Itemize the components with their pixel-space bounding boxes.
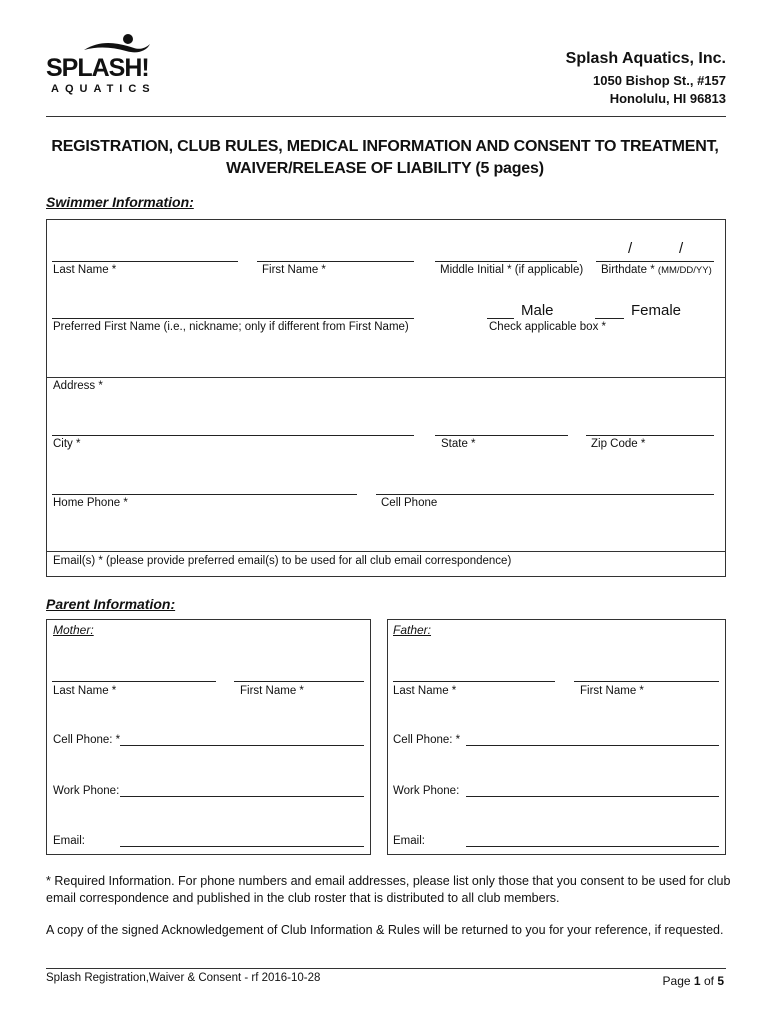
header-divider [46,116,726,117]
last-name-label: Last Name * [53,264,117,276]
emails-field[interactable] [52,520,712,550]
mother-cell-label: Cell Phone: * [53,734,121,746]
city-label: City * [53,438,81,450]
company-address-line2: Honolulu, HI 96813 [609,91,726,106]
mother-heading: Mother: [53,623,94,637]
company-info [566,50,726,108]
email-divider [46,551,726,552]
first-name-label: First Name * [262,264,326,276]
address-label: Address * [53,380,103,392]
birthdate-field[interactable] [596,261,714,262]
zip-field[interactable] [586,435,714,436]
middle-initial-field[interactable] [435,261,577,262]
father-first-name-label: First Name * [580,685,644,697]
page-number [663,974,724,988]
birthdate-label [601,264,712,276]
zip-label: Zip Code * [591,438,646,450]
father-first-name-field[interactable] [574,681,719,682]
title-line2: WAIVER/RELEASE OF LIABILITY (5 pages) [226,160,544,177]
mother-last-name-label: Last Name * [53,685,117,697]
mother-email-label: Email: [53,835,85,847]
father-last-name-field[interactable] [393,681,555,682]
state-label: State * [441,438,476,450]
female-option: Female [631,302,682,319]
parent-section-heading: Parent Information: [46,596,176,612]
mother-work-label: Work Phone: [53,785,120,797]
state-field[interactable] [435,435,568,436]
swimmer-section-heading: Swimmer Information: [46,194,194,210]
birthdate-separator-2: / [679,240,684,257]
logo-wordmark: SPLASH! [46,54,149,82]
father-cell-field[interactable] [466,745,719,746]
father-email-field[interactable] [466,846,719,847]
logo-subtext: AQUATICS [51,83,156,95]
father-last-name-label: Last Name * [393,685,457,697]
page-current: 1 [693,974,701,988]
check-box-label: Check applicable box * [489,321,606,333]
emails-label: Email(s) * (please provide preferred email(s) to be used for all club email correspondence) [53,555,512,567]
male-option: Male [521,302,554,319]
mother-first-name-label: First Name * [240,685,304,697]
swimmer-logo-icon [82,32,152,54]
title-line1: REGISTRATION, CLUB RULES, MEDICAL INFORMATION AND CONSENT TO TREATMENT, [51,138,719,155]
preferred-name-label: Preferred First Name (i.e., nickname; only if different from First Name) [53,321,409,333]
preferred-name-field[interactable] [52,318,414,319]
mother-cell-field[interactable] [120,745,364,746]
cell-phone-field[interactable] [376,494,714,495]
father-heading: Father: [393,623,432,637]
address-divider [46,377,726,378]
company-address-line1: 1050 Bishop St., #157 [593,73,726,88]
female-checkbox[interactable] [595,318,624,319]
birthdate-label-text: Birthdate * [601,264,655,276]
mother-first-name-field[interactable] [234,681,364,682]
city-field[interactable] [52,435,414,436]
mother-last-name-field[interactable] [52,681,216,682]
page-total: 5 [717,974,724,988]
birthdate-separator-1: / [628,240,633,257]
father-cell-label: Cell Phone: * [393,734,461,746]
birthdate-format: (MM/DD/YY) [657,265,712,276]
company-name: Splash Aquatics, Inc. [565,50,726,67]
copy-note: A copy of the signed Acknowledgement of Club Information & Rules will be returned to you for your reference, if requested. [46,923,724,937]
last-name-field[interactable] [52,261,238,262]
required-note: * Required Information. For phone numbers and email addresses, please list only those that you consent to be used for club email correspondence and published in the club roster that is distributed to all club members. [46,874,731,905]
footer-divider [46,968,726,969]
of-word: of [703,974,714,988]
splash-logo [46,32,158,98]
father-email-label: Email: [393,835,425,847]
page-title [0,136,770,180]
home-phone-label: Home Phone * [53,497,128,509]
home-phone-field[interactable] [52,494,357,495]
mother-email-field[interactable] [120,846,364,847]
first-name-field[interactable] [257,261,414,262]
mother-work-field[interactable] [120,796,364,797]
male-checkbox[interactable] [487,318,514,319]
father-work-label: Work Phone: [393,785,460,797]
middle-initial-label: Middle Initial * (if applicable) [440,264,584,276]
footer-document-id: Splash Registration,Waiver & Consent - rf 2016-10-28 [46,972,321,984]
address-field[interactable] [52,395,712,433]
father-work-field[interactable] [466,796,719,797]
page-word: Page [662,974,691,988]
cell-phone-label: Cell Phone [381,497,438,509]
